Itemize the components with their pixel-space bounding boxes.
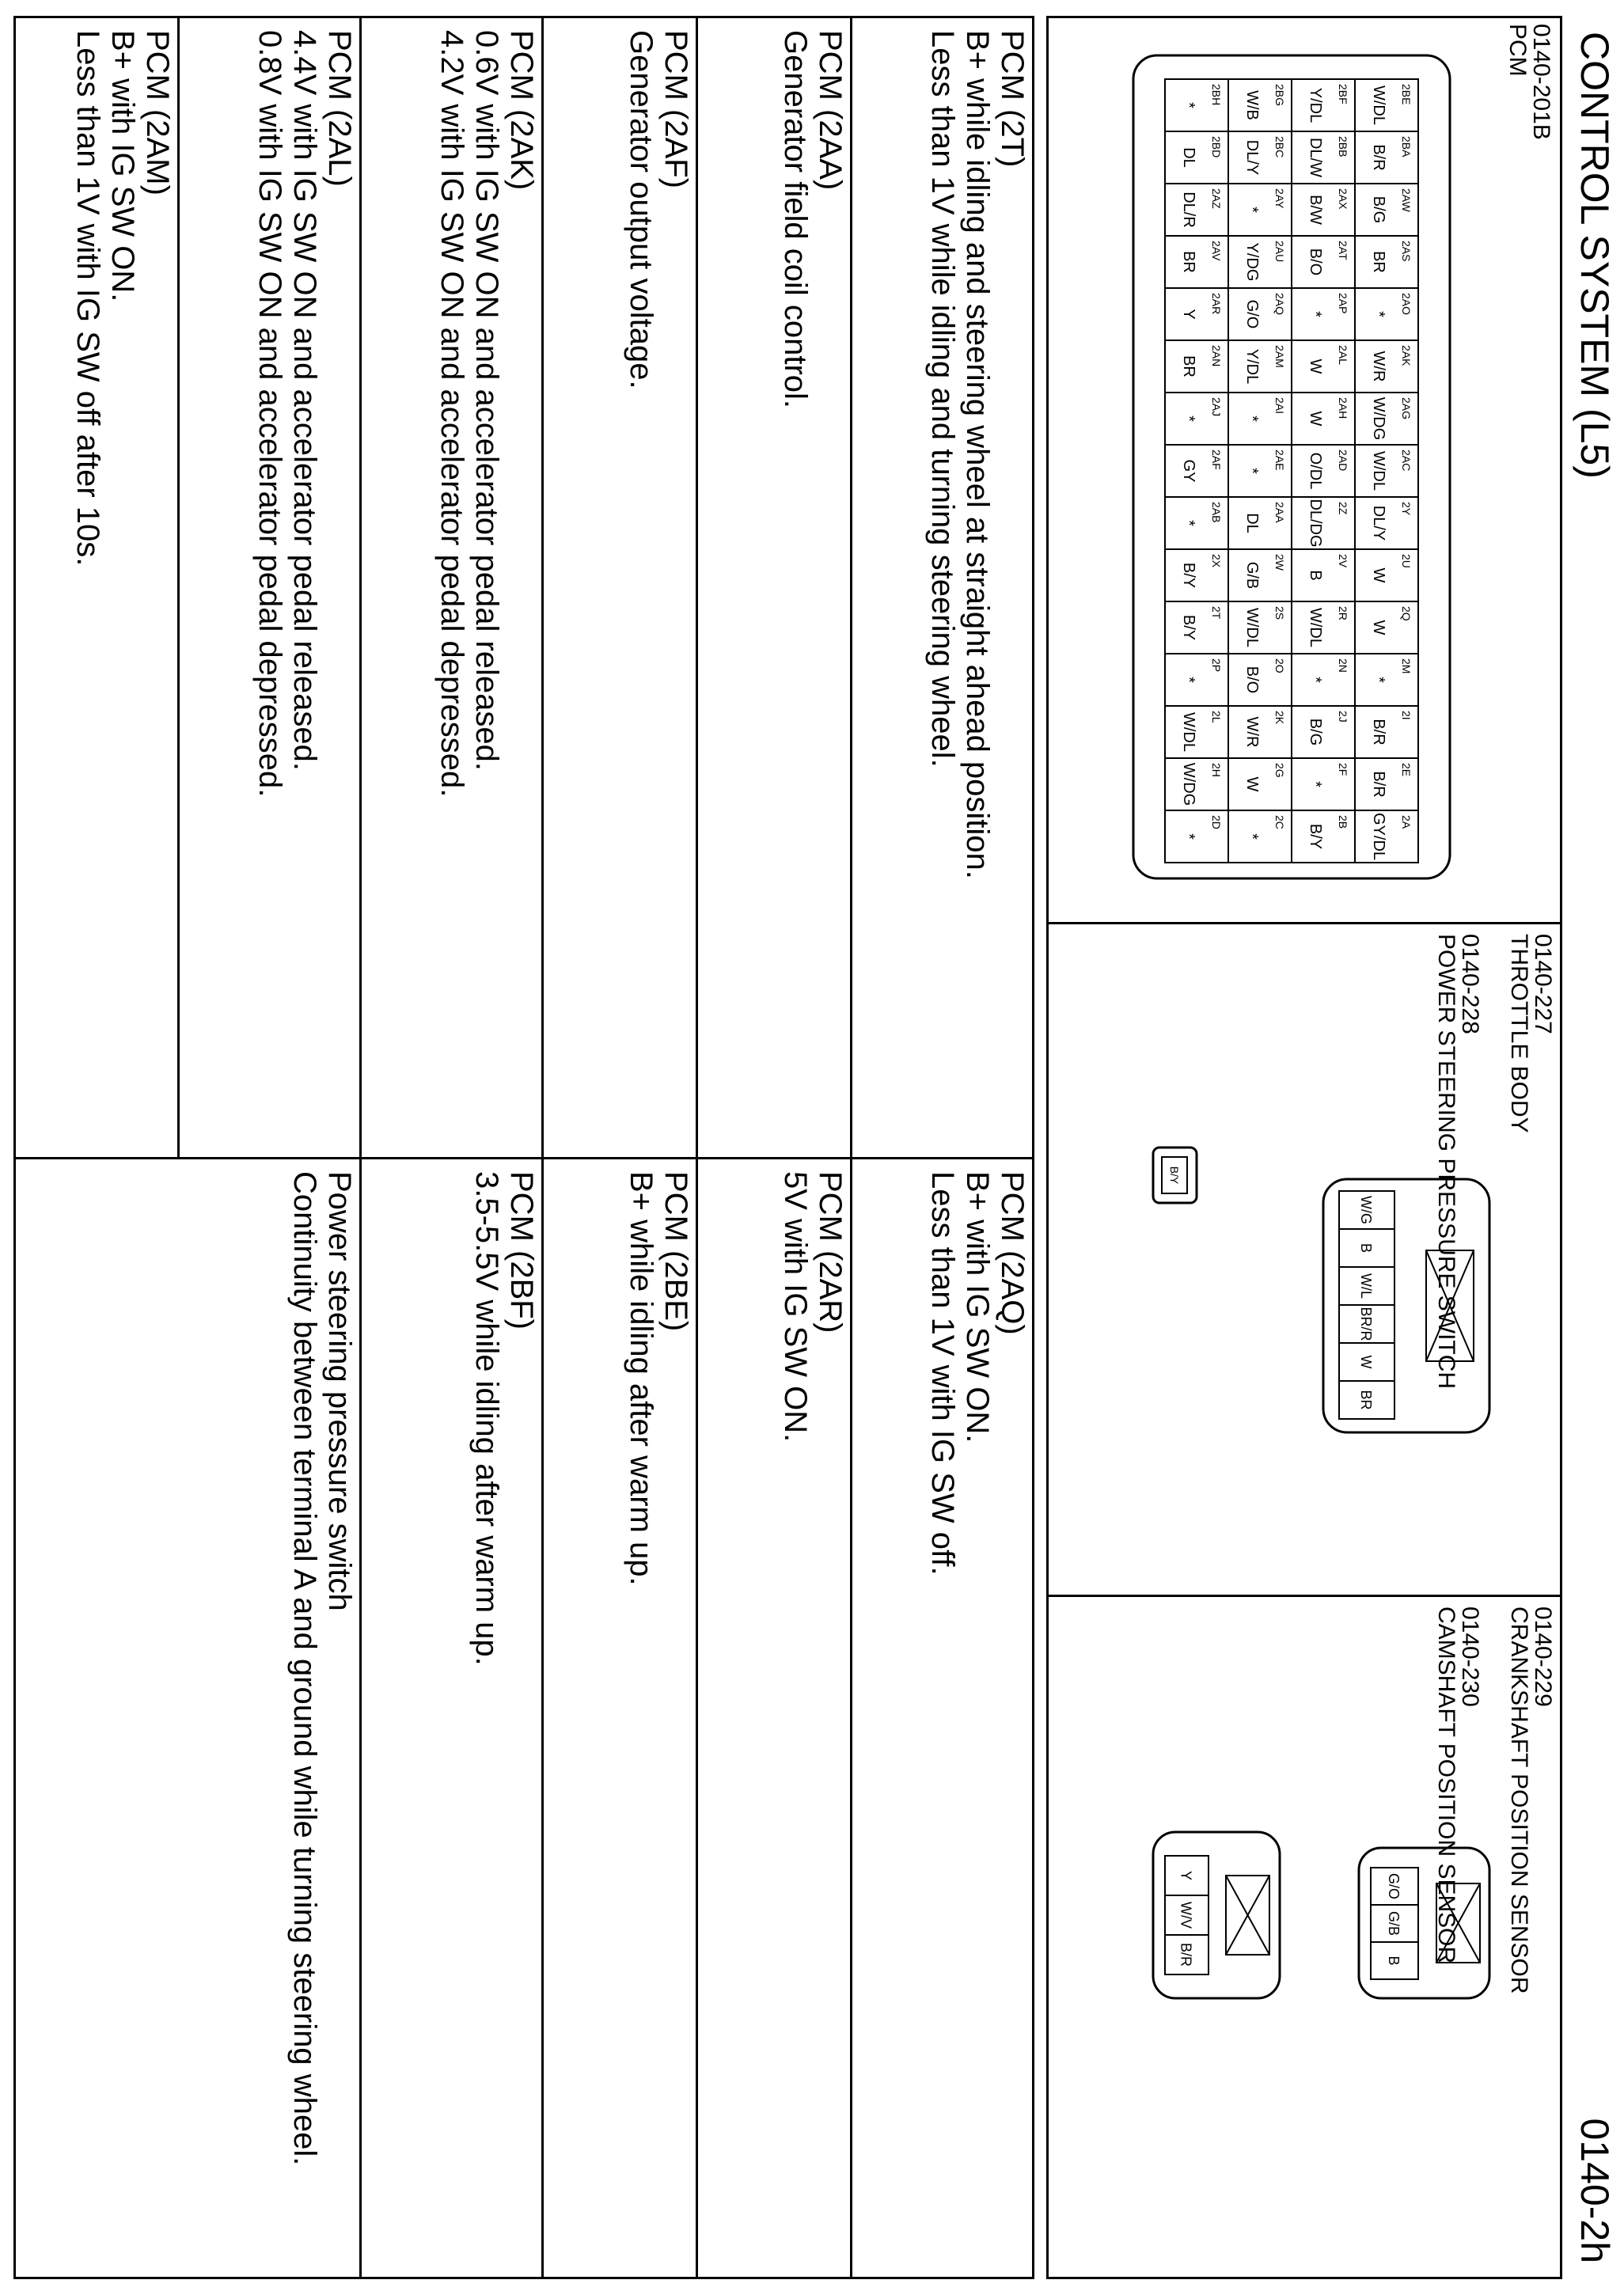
pcm-terminal-color: W/R <box>1370 351 1387 382</box>
connector-name: CAMSHAFT POSITION SENSOR <box>1433 1606 1459 1964</box>
terminal-reference: PCM (2BE) <box>658 1171 693 1332</box>
connector-code: 0140-228 <box>1457 934 1483 1034</box>
pcm-terminal-number: 2C <box>1273 815 1286 829</box>
pcm-terminal-number: 2S <box>1273 606 1286 620</box>
pcm-terminal-number: 2U <box>1400 554 1413 568</box>
pcm-terminal-number: 2Y <box>1400 502 1413 516</box>
pcm-terminal-color: W/B <box>1243 90 1261 120</box>
pcm-terminal-color: B/R <box>1370 771 1387 798</box>
pcm-terminal-color: DL <box>1180 147 1197 168</box>
cmp-label <box>1434 1606 1482 1963</box>
terminal-reference: PCM (2AQ) <box>995 1171 1030 1335</box>
inspection-spec: B+ while idling after warm up. <box>624 1171 658 1586</box>
inspection-row <box>13 16 180 1159</box>
connector-name: CRANKSHAFT POSITION SENSOR <box>1506 1606 1532 1994</box>
pcm-terminal-color: DL/DG <box>1307 499 1324 548</box>
pcm-terminal-number: 2W <box>1273 554 1286 571</box>
pcm-terminal-number: 2AF <box>1210 450 1223 470</box>
pcm-terminal-number: 2AH <box>1337 397 1349 419</box>
pcm-terminal-color: B/Y <box>1180 614 1197 641</box>
pcm-terminal-color: B/O <box>1307 248 1324 276</box>
pcm-terminal-number: 2BB <box>1337 136 1349 157</box>
inspection-row <box>13 1157 362 2279</box>
inspection-spec: Less than 1V with IG SW off. <box>925 1171 960 1576</box>
pcm-terminal-color: W <box>1243 776 1261 792</box>
pcm-terminal-number: 2R <box>1337 606 1349 620</box>
pcm-connector-label <box>1505 24 1553 140</box>
inspection-row <box>362 16 544 1159</box>
pcm-terminal-number: 2BE <box>1400 84 1413 105</box>
pcm-terminal-color: B/R <box>1370 719 1387 745</box>
pcm-terminal-color: BR <box>1180 355 1197 377</box>
terminal-color: BR <box>1358 1390 1374 1410</box>
pcm-terminal-number: 2AP <box>1337 293 1349 314</box>
pcm-terminal-number: 2AM <box>1273 345 1286 368</box>
pcm-terminal-number: 2A <box>1400 815 1413 829</box>
pcm-terminal-color: W/DL <box>1370 451 1387 491</box>
pcm-terminal-number: 2AR <box>1210 293 1223 315</box>
pcm-terminal-number: 2M <box>1400 658 1413 674</box>
pcm-terminal-color: DL/W <box>1307 138 1324 177</box>
inspection-row <box>362 1157 544 2279</box>
terminal-reference: PCM (2AA) <box>813 30 848 191</box>
inspection-spec: Less than 1V while idling and turning steering wheel. <box>925 30 960 768</box>
pcm-terminal-color: * <box>1307 677 1324 683</box>
inspection-row <box>544 1157 698 2279</box>
pcm-terminal-number: 2AX <box>1337 188 1349 210</box>
pcm-terminal-number: 2H <box>1210 763 1223 777</box>
pcm-terminal-number: 2BC <box>1273 136 1286 158</box>
pcm-terminal-number: 2Q <box>1400 606 1413 621</box>
pcm-terminal-color: * <box>1180 102 1197 108</box>
connector-code: 0140-230 <box>1457 1606 1483 1707</box>
inspection-spec: 5V with IG SW ON. <box>778 1171 813 1443</box>
inspection-row <box>852 16 1034 1159</box>
inspection-row <box>852 1157 1034 2279</box>
pcm-terminal-number: 2AT <box>1337 241 1349 260</box>
pcm-terminal-color: B/Y <box>1180 562 1197 589</box>
connector-name: PCM <box>1504 24 1531 77</box>
pcm-terminal-number: 2E <box>1400 763 1413 777</box>
terminal-reference: PCM (2AF) <box>658 30 693 188</box>
pcm-terminal-number: 2AW <box>1400 188 1413 212</box>
inspection-row <box>698 16 852 1159</box>
pcm-terminal-color: W <box>1307 358 1324 374</box>
pcm-terminal-color: * <box>1243 833 1261 840</box>
pcm-terminal-color: Y/DG <box>1243 242 1261 282</box>
pcm-terminal-color: B/G <box>1370 195 1387 224</box>
pcm-terminal-color: W <box>1370 620 1387 635</box>
pcm-terminal-color: W/DL <box>1370 85 1387 125</box>
ps-switch-terminal: B/Y <box>1168 1166 1181 1185</box>
terminal-color: W/V <box>1178 1902 1194 1929</box>
inspection-spec: 4.4V with IG SW ON and accelerator pedal released. <box>287 30 322 772</box>
pcm-terminal-number: 2L <box>1210 711 1223 723</box>
terminal-reference: Power steering pressure switch <box>322 1171 357 1611</box>
pcm-terminal-color: DL/Y <box>1370 505 1387 541</box>
terminal-color: G/B <box>1386 1910 1402 1937</box>
throttle-connector-diagram <box>1315 1163 1513 1448</box>
pcm-terminal-color: W/DG <box>1370 396 1387 441</box>
pcm-terminal-color: G/O <box>1243 299 1261 329</box>
pcm-terminal-number: 2X <box>1210 554 1223 568</box>
pcm-terminal-number: 2G <box>1273 763 1286 778</box>
pcm-terminal-number: 2T <box>1210 606 1223 620</box>
terminal-reference: PCM (2AK) <box>504 30 539 191</box>
pcm-terminal-color: Y/DL <box>1307 87 1324 123</box>
pcm-terminal-number: 2J <box>1337 711 1349 723</box>
pcm-terminal-number: 2AA <box>1273 502 1286 523</box>
inspection-spec: Generator field coil control. <box>778 30 813 409</box>
terminal-color: G/O <box>1386 1872 1402 1900</box>
pcm-terminal-number: 2AG <box>1400 397 1413 420</box>
terminal-reference: PCM (2BF) <box>504 1171 539 1330</box>
pcm-terminal-color: * <box>1370 677 1387 683</box>
pcm-terminal-number: 2AE <box>1273 450 1286 471</box>
pcm-terminal-color: * <box>1307 781 1324 787</box>
pcm-terminal-color: * <box>1243 415 1261 422</box>
terminal-color: B/R <box>1178 1942 1194 1967</box>
pcm-terminal-color: B/G <box>1307 718 1324 746</box>
inspection-row <box>180 16 362 1159</box>
pcm-terminal-number: 2AC <box>1400 450 1413 472</box>
pcm-terminal-color: GY/DL <box>1370 812 1387 861</box>
inspection-row <box>698 1157 852 2279</box>
pcm-terminal-number: 2AJ <box>1210 397 1223 417</box>
ckp-label <box>1507 1606 1554 1994</box>
page-title: CONTROL SYSTEM (L5) <box>1573 32 1617 479</box>
pcm-terminal-color: B/R <box>1370 144 1387 171</box>
ps-switch-connector-diagram <box>1141 1140 1212 1211</box>
pcm-terminal-number: 2Z <box>1337 502 1349 515</box>
ckp-connector-diagram <box>1347 1836 1505 2010</box>
terminal-color: BR/R <box>1358 1307 1374 1341</box>
pcm-terminal-grid <box>1165 79 1418 863</box>
pcm-terminal-number: 2AI <box>1273 397 1286 415</box>
inspection-spec: 0.8V with IG SW ON and accelerator pedal depressed. <box>252 30 287 798</box>
pcm-terminal-number: 2BH <box>1210 84 1223 106</box>
pcm-terminal-color: * <box>1180 833 1197 840</box>
pcm-terminal-number: 2AV <box>1210 241 1223 261</box>
pcm-terminal-number: 2F <box>1337 763 1349 776</box>
inspection-spec: 0.6V with IG SW ON and accelerator pedal released. <box>469 30 504 772</box>
pcm-terminal-number: 2BG <box>1273 84 1286 107</box>
pcm-terminal-number: 2BD <box>1210 136 1223 158</box>
inspection-spec: Generator output voltage. <box>624 30 658 389</box>
terminal-reference: PCM (2AL) <box>322 30 357 187</box>
pcm-terminal-color: Y/DL <box>1243 348 1261 385</box>
page-number: 0140-2h <box>1573 2118 1617 2263</box>
pcm-terminal-number: 2AY <box>1273 188 1286 209</box>
pcm-terminal-color: DL/Y <box>1243 139 1261 176</box>
pcm-terminal-color: * <box>1180 520 1197 526</box>
terminal-color: Y <box>1178 1870 1194 1881</box>
pcm-terminal-color: DL/R <box>1180 192 1197 228</box>
pcm-terminal-color: BR <box>1180 251 1197 273</box>
pcm-terminal-color: G/B <box>1243 561 1261 590</box>
inspection-spec: B+ while idling and steering wheel at straight ahead position. <box>960 30 995 879</box>
pcm-terminal-color: W <box>1370 567 1387 583</box>
terminal-reference: PCM (2AR) <box>813 1171 848 1333</box>
pcm-terminal-color: * <box>1307 311 1324 317</box>
connector-code: 0140-229 <box>1530 1606 1556 1707</box>
pcm-terminal-number: 2D <box>1210 815 1223 829</box>
pcm-terminal-color: DL <box>1243 513 1261 533</box>
pcm-terminal-color: O/DL <box>1307 452 1324 490</box>
pcm-terminal-number: 2B <box>1337 815 1349 829</box>
inspection-spec: 4.2V with IG SW ON and accelerator pedal depressed. <box>434 30 469 798</box>
pcm-terminal-number: 2AZ <box>1210 188 1223 209</box>
pcm-terminal-color: W/DG <box>1180 762 1197 806</box>
ckp-terminals <box>1371 1868 1418 1979</box>
pcm-terminal-number: 2AU <box>1273 241 1286 263</box>
pcm-terminal-color: * <box>1180 677 1197 683</box>
inspection-row <box>544 16 698 1159</box>
terminal-color: W/G <box>1358 1196 1374 1224</box>
pcm-terminal-number: 2V <box>1337 554 1349 568</box>
pcm-terminal-number: 2K <box>1273 711 1286 725</box>
terminal-reference: PCM (2AM) <box>140 30 175 195</box>
inspection-spec: Less than 1V with IG SW off after 10s. <box>70 30 105 567</box>
pcm-terminal-number: 2BA <box>1400 136 1413 157</box>
pcm-terminal-color: BR <box>1370 251 1387 273</box>
throttle-terminals <box>1339 1191 1394 1419</box>
pcm-terminal-number: 2O <box>1273 658 1286 673</box>
pcm-terminal-color: B/O <box>1243 666 1261 694</box>
ps-switch-label <box>1434 934 1482 1389</box>
inspection-spec: Continuity between terminal A and ground while turning steering wheel. <box>287 1171 322 2166</box>
terminal-color: W <box>1358 1355 1374 1369</box>
pcm-terminal-color: GY <box>1180 459 1197 483</box>
cmp-terminals <box>1165 1856 1209 1974</box>
connector-code: 0140-201B <box>1528 24 1554 140</box>
terminal-color: W/L <box>1358 1273 1374 1299</box>
connector-code: 0140-227 <box>1530 934 1556 1034</box>
pcm-terminal-number: 2AD <box>1337 450 1349 472</box>
pcm-terminal-number: 2I <box>1400 711 1413 720</box>
pcm-terminal-color: B <box>1307 570 1324 581</box>
panel-divider <box>1046 922 1562 924</box>
cmp-connector-body <box>1153 1832 1280 1998</box>
connector-name: THROTTLE BODY <box>1506 934 1532 1133</box>
pcm-connector-diagram <box>1117 47 1466 886</box>
inspection-spec: B+ with IG SW ON. <box>960 1171 995 1443</box>
panel-divider <box>1046 1595 1562 1597</box>
throttle-label <box>1507 934 1554 1133</box>
pcm-terminal-number: 2AK <box>1400 345 1413 366</box>
pcm-terminal-color: B/Y <box>1307 823 1324 850</box>
pcm-terminal-number: 2AQ <box>1273 293 1286 316</box>
pcm-terminal-color: * <box>1180 415 1197 422</box>
pcm-terminal-color: W/DL <box>1180 712 1197 752</box>
connector-name: POWER STEERING PRESSURE SWITCH <box>1433 934 1459 1390</box>
pcm-terminal-number: 2AL <box>1337 345 1349 365</box>
pcm-terminal-color: * <box>1243 468 1261 474</box>
pcm-terminal-number: 2AB <box>1210 502 1223 523</box>
inspection-spec: B+ with IG SW ON. <box>105 30 140 302</box>
pcm-terminal-color: W <box>1307 411 1324 427</box>
inspection-spec: 3.5-5.5V while idling after warm up. <box>469 1171 504 1666</box>
pcm-terminal-number: 2BF <box>1337 84 1349 104</box>
pcm-terminal-color: W/DL <box>1307 608 1324 647</box>
pcm-terminal-color: W/R <box>1243 716 1261 748</box>
pcm-terminal-color: B/W <box>1307 195 1324 225</box>
pcm-terminal-number: 2N <box>1337 658 1349 673</box>
pcm-terminal-number: 2AS <box>1400 241 1413 262</box>
pcm-terminal-color: * <box>1243 207 1261 213</box>
pcm-terminal-color: W/DL <box>1243 608 1261 647</box>
terminal-reference: PCM (2T) <box>995 30 1030 168</box>
pcm-terminal-number: 2AN <box>1210 345 1223 367</box>
pcm-terminal-number: 2P <box>1210 658 1223 673</box>
terminal-color: B <box>1358 1242 1374 1254</box>
terminal-color: B <box>1386 1955 1402 1966</box>
cmp-connector-diagram <box>1141 1820 1292 2010</box>
pcm-terminal-color: * <box>1370 311 1387 317</box>
pcm-terminal-number: 2AO <box>1400 293 1413 316</box>
pcm-terminal-color: Y <box>1180 309 1197 320</box>
